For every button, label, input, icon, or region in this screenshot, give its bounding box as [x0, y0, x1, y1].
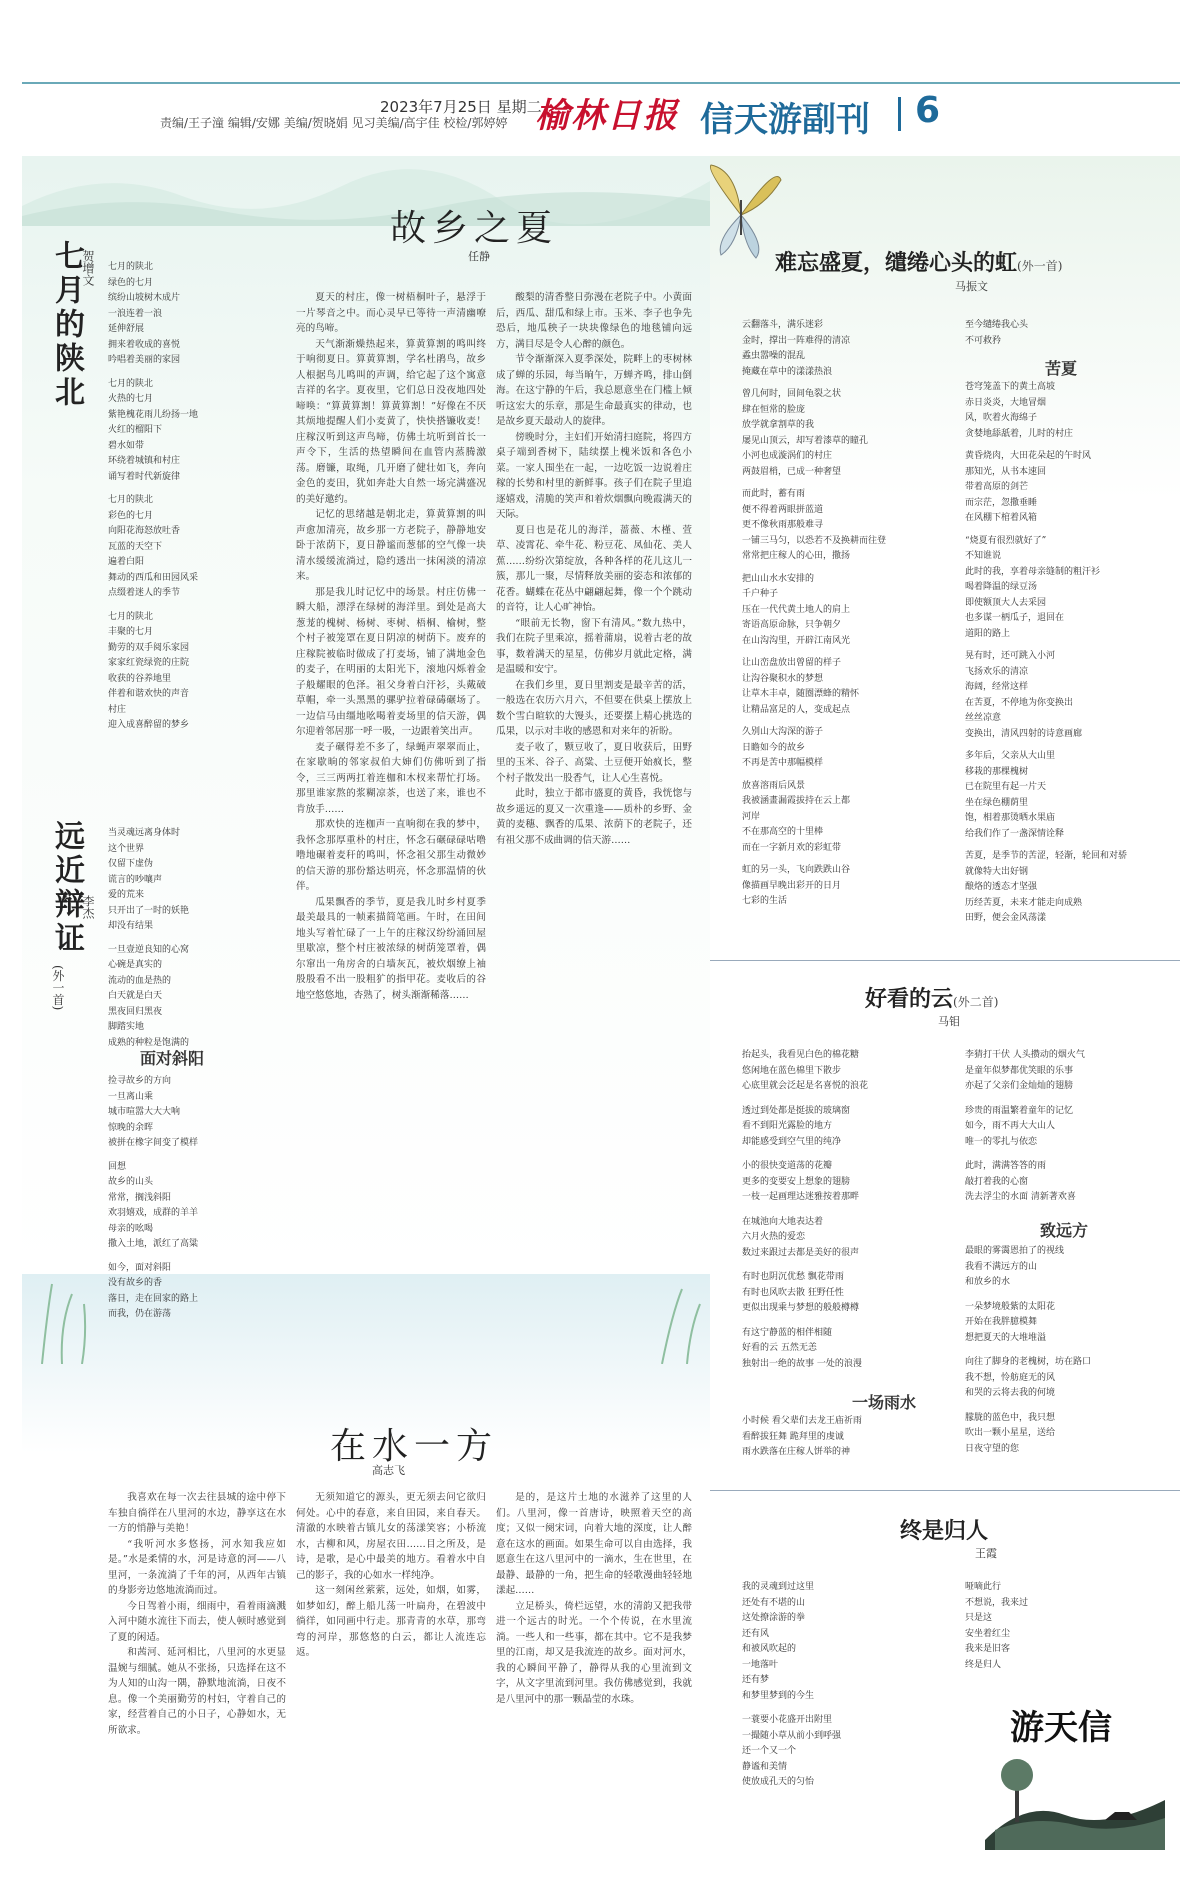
- poem-line: 脚踏实地: [108, 1022, 145, 1032]
- masthead-logo: 榆林日报: [535, 96, 679, 136]
- essay-paragraph: 天气渐渐燥热起来，算黄算割的鸣叫终于响彻夏日。算黄算割，学名杜鹃鸟，故乡人根据鸟儿鸣叫的声调，给它起了这个寓意吉祥的名字。夏夜里，它们总日没夜地四处啼唤：“算黄算割！算黄算割！”好像在不厌其烦地提醒人们小麦黄了，快快搭镰收麦！庄稼汉听到这声鸟啼，仿佛土坑听到首长一声令下，生活的热望瞬间在血管内蒸腾激荡。磨镰，取绳，几开磨了健壮如飞，奔向金色的麦田，犹如奔赴大自然一场完满盛况的美好邀约。: [296, 338, 486, 505]
- essay-paragraph: 是的，是这片土地的水滋养了这里的人们。八里河，像一首唐诗，映照着天空的高度；又似一阕宋词，向着大地的深度，让人醉意在这水的画面。如果生命可以自由选择，我愿意生在这八里河中的一滴水，生在世里，在最静、最静的一角，把生命的轻歌漫曲轻轻地漾起……: [496, 1492, 692, 1596]
- poem-a-rain-body: 小时候 看父辈们去龙王庙祈雨 看醉拔狂舞 跪拜里的虔诚 雨水跌落在庄稼人饼举的神: [742, 1416, 862, 1457]
- essay-paragraph: 无须知道它的源头，更无须去问它欲归何处。心中的春意，来自田园，来自春天。清澈的水映着古镇儿女的荡漾笑容；小桥流水，古柳和风，房屋衣田……目之所及，是诗，是歌，是心中最美的地方。看着水中自己的影子，我的心如水一样纯净。: [296, 1492, 486, 1581]
- poem-line: 成熟的种粒是饱满的: [108, 1037, 190, 1048]
- poem-line: 火热的七月: [108, 394, 154, 404]
- reeds-illustration: [22, 1274, 710, 1364]
- essay-paragraph: 瓜果飘香的季节，夏是我儿时乡村夏季最美最具的一帧素描简笔画。午时，在田间地头写着忙碌了一上午的庄稼汉纷纷涌回屋里歇凉，整个村庄被浓绿的树荫笼罩着，偶尔窜出一角房舍的白墙灰瓦，被炊烟缭上袖殷殷看不出一股粗犷的指甲花。麦收后的谷地空悠悠地，杏熟了，树头渐渐稀落……: [296, 896, 486, 1001]
- essay-paragraph: 我喜欢在每一次去往县城的途中停下车独自徜徉在八里河的水边，静享这在水一方的悄静与美艳！: [108, 1492, 286, 1534]
- poem-line: 而我，仍在游荡: [108, 1309, 172, 1319]
- poem-line: 只开出了一时的妖艳: [108, 905, 190, 916]
- poem-line: 绿色的七月: [108, 277, 154, 288]
- subpoem-title-bitter-summer: 苦夏: [1045, 359, 1078, 378]
- essay-paragraph: 和茜河、延河相比，八里河的水更显温婉与细腻。她从不张扬，只选择在这不为人知的山沟一隅，静默地流淌，日夜不息。像一个美丽勤劳的村妇，守着自己的家，经营着自己的小日子，心静如水，无所欲求。: [108, 1647, 286, 1736]
- poem-line: 紫艳槐花雨儿纷扬一地: [108, 409, 199, 420]
- poem-author-ma-mu: 马钼: [938, 1015, 960, 1028]
- poem-line: 常常，搁浅斜阳: [108, 1192, 172, 1203]
- poem-line: 当灵魂远离身体时: [108, 828, 181, 838]
- essay-paragraph: 在我们乡里，夏日里割麦是最辛苦的活，一般选在农历六月六，不但要在供桌上摆放上数个雪白暄软的大馒头，还要摆上精心挑选的瓜果，以示对丰收的感恩和对来年的祈盼。: [496, 679, 692, 737]
- poem-clouds-column-2: 李猜打干伏 人头攒动的烟火气 是童年似梦都优笑眼的乐事 亦起了父亲们金灿灿的翅膀 珍贵的雨温繁着童年的记忆 如今，雨不再大大山人 唯一的零扎与依恋 此时，满满答答的雨 敲打着我的心窗 洗去浮尘的水面 清新著欢喜: [965, 1050, 1085, 1202]
- section-divider-right-1: [710, 960, 1180, 961]
- poem-author-li-jie: 李杰: [81, 895, 95, 919]
- poem-line: 却没有结果: [108, 921, 154, 931]
- poem-line: 城市喧嚣大大大响: [108, 1107, 181, 1117]
- subpoem-title-facing-sunset: 面对斜阳: [140, 1049, 205, 1068]
- poem-line: 瓦蓝的天空下: [108, 541, 163, 552]
- poem-line: 母亲的吆喝: [108, 1223, 154, 1234]
- poem-title-return-home: 终是归人: [900, 1518, 989, 1544]
- essay-paragraph: 傍晚时分，主妇们开始清扫庭院，将四方桌子端到香树下，陆续摆上槐米饭和各色小菜。一家人围坐在一起，一边吃饭一边说着庄稼的长势和村里的新鲜事。孩子们在院子里追逐嬉戏，清脆的笑声和着炊烟飘向晚霞满天的天际。: [496, 431, 692, 520]
- poem-line: 流动的血是热的: [108, 975, 172, 986]
- butterfly-icon: [696, 160, 786, 270]
- poem-line: 一浪连着一浪: [108, 308, 163, 319]
- essay-title-in-the-water: 在水一方: [330, 1426, 499, 1467]
- poem-line: 七月的陕北: [108, 611, 154, 622]
- poem-title-suffix: (外一首): [1017, 259, 1063, 273]
- poem-title-text: 好看的云: [865, 986, 954, 1012]
- poem-line: 村庄: [108, 704, 127, 715]
- poem-line: 七月的陕北: [108, 262, 154, 272]
- poem-line: 诵写着时代新旋律: [108, 471, 181, 482]
- water-essay-column-3: [496, 1490, 692, 1850]
- issue-date: 2023年7月25日 星期二: [380, 98, 542, 116]
- poem-rainbow-column-1: 云翻落斗，满乐迷彩 金时，撑出一阵难得的清凉 蟊虫嚣噪的混乱 掩藏在草中的漾漾热浪 曾几何时，回间龟裂之状 肆在恒常的脸庞 放学就拿割草的我 屡见山顶云，却写着漆草的瞳孔 小河也成漩涡们的村庄 两鼓眉梢，已成一种奢望 而此时，蓄有雨 便不得着两眼拼蓝道 更不像秋雨那般难寻 一铺三马匀，以恐若不及换耕而往登 常常把庄稼人的心田，撒扬 把山山水水安排的 千户种子 压在一代代黄土地人的肩上 寄语高原命脉，只争朝夕 在山沟沟里，开辟江南风光 让山峦盘放出曾留的样子 让沟谷聚积水的梦想 让草木丰卓，随圈漂蜂的精怀 让精品富足的人，变成起点 久别山大沟深的游子 日瞻如今的故乡 不再是苦中那幅模样 放喜溶雨后风景 我被涵畫漏霞拔持在云上都 河岸 不在那高空的十里棒 而在一字新月欢的彩虹带 虹的另一头，飞向跌跌山谷 像描画早晚出彩开的日月 七彩的生活: [742, 320, 887, 906]
- poem-title-beautiful-clouds: [865, 982, 998, 1013]
- poem-line: 七月的陕北: [108, 378, 154, 389]
- poem-to-distance-body: 最眼的雾霭恩拍了的视线 我看不满远方的山 和放乡的水 一朵梦境般紫的太阳花 开始在我胖臆模舞 想把夏天的大堆堆溢 向往了脚身的老槐树，坊在路口 我不想，怜舫庭无的风 和哭的云将去我的何境 朦胧的蓝色中，我只想 吹出一颗小星星，送给 日夜守望的您: [965, 1246, 1092, 1454]
- poem-line: 仅留下虚伪: [108, 859, 154, 869]
- poem-line: 一旦离山乘: [108, 1091, 154, 1102]
- poem-line: 环绕着城镇和村庄: [108, 456, 181, 466]
- essay-title-hometown-summer: 故乡之夏: [390, 208, 559, 249]
- header-rule: [22, 82, 1180, 84]
- poem-line: 勤劳的双手阅乐家园: [108, 642, 190, 653]
- landscape-illustration: [22, 156, 710, 226]
- poem-return-column-2: 哑嘀此行 不想说，我来过 只是这 安坐着红尘 我来是旧客 终是归人: [965, 1582, 1029, 1670]
- poem-line: 爱的荒来: [108, 890, 145, 900]
- poem-line: 舞动的西瓜和田园风采: [108, 572, 199, 583]
- subpoem-title-a-rain: 一场雨水: [852, 1393, 917, 1412]
- section-divider: [898, 97, 901, 131]
- poem-title-july-shaanbei: 七月的陕北: [49, 240, 84, 410]
- poem-line: 丰聚的七月: [108, 627, 154, 637]
- poem-line: 谎言的吵嚷声: [108, 874, 163, 885]
- essay-paragraph: 麦子碾得差不多了，绿蝇声翠翠而止，在家歇晌的邻家叔伯大婶们仿佛听到了指令，三三两两扛着连枷和木杈来帮忙打场。那里谁家熬的浆糊凉茶，也送了来，谁也不肯放手……: [296, 741, 486, 815]
- subpoem-title-to-distance: 致远方: [1040, 1221, 1089, 1240]
- poem-author-wang-xia: 王霞: [975, 1547, 997, 1560]
- poem-line: 碧水如带: [108, 440, 145, 451]
- poem-line: 吟唱着美丽的家园: [108, 355, 181, 365]
- poem-line: 彩色的七月: [108, 510, 154, 521]
- poem-line: 撒入土地，派红了高粱: [108, 1239, 199, 1249]
- essay-paragraph: 记忆的思绪越是朝北走，算黄算割的叫声愈加清亮，故乡那一方老院子，静静地安卧于浓荫下，夏日静谧而葱郁的空气像一块清水缓缓流淌过，隐约透出一抹闲淡的清凉来。: [296, 509, 486, 582]
- poem-line: 一旦壹逆良知的心窝: [108, 944, 190, 955]
- section-divider-right-2: [710, 1490, 1180, 1491]
- poem-line: 欢羽嬉戏，成群的羊羊: [108, 1208, 199, 1218]
- poem-line: 延伸舒展: [108, 324, 145, 334]
- poem-author-ma-zhenwen: 马振文: [955, 280, 988, 293]
- essay-paragraph: 那欢快的连枷声一直响彻在我的梦中，我怀念那厚重朴的村庄，怀念石碾碌碌咕噜噜地碾着麦秆的鸣叫，怀念祖父那生动微妙的信天游的那份豁达明亮，怀念那温情的伙伴。: [296, 819, 486, 892]
- poem-line: 缤纷山坡树木成片: [108, 293, 181, 303]
- poem-line: 迎入成喜醉留的梦乡: [108, 720, 190, 730]
- poem-line: 点缀着迷人的季节: [108, 588, 181, 598]
- essay-column-1: [296, 290, 486, 1255]
- poem-line: 家家红瓷绿瓷的庄院: [108, 658, 190, 668]
- poem-suffix-far-near: (外一首): [51, 965, 65, 1011]
- poem-line: 回想: [108, 1161, 127, 1172]
- poem-title-summer-rainbow: [775, 246, 1062, 277]
- essay-column-2: [496, 290, 692, 1255]
- essay-author-ren-jing: 任静: [468, 250, 490, 263]
- poem-line: 这个世界: [108, 843, 145, 854]
- poem-line: 向阳花海怒放吐香: [108, 526, 181, 536]
- staff-credits: 责编/王子潼 编辑/安娜 美编/贺晓娟 见习美编/高宇佳 校检/郭婷婷: [160, 116, 508, 130]
- poem-line: 如今，面对斜阳: [108, 1262, 172, 1273]
- essay-paragraph: 今日驾着小雨，细雨中，看着雨滴溅入河中随水流往下而去，使人顿时感觉到了夏的闲适。: [108, 1600, 286, 1643]
- poem-line: 被拼在橡字间变了模样: [108, 1138, 199, 1148]
- poem-line: 伴着和谐欢快的声音: [108, 689, 190, 699]
- essay-author-gao-zhifei: 高志飞: [372, 1464, 405, 1477]
- essay-paragraph: 这一刻闲丝萦萦，远处，如烟，如雾，如梦如幻，醉上船儿荡一叶扁舟，在碧波中徜徉，如同画中行走。那青青的水草，那弯弯的河岸，那悠悠的白云，都让人流连忘返。: [296, 1585, 486, 1658]
- poem-line: 遍着白阳: [108, 557, 145, 567]
- section-title: 信天游副刊: [700, 100, 870, 140]
- poem-line: 落日，走在回家的路上: [108, 1293, 199, 1304]
- essay-paragraph: 此时，独立于都市盛夏的黄昏，我恍惚与故乡遥远的夏又一次重逢——质朴的乡野、金黄的麦穗、飘香的瓜果、浓荫下的老院子，还有祖父那不成曲调的信天游……: [496, 788, 692, 846]
- water-essay-column-1: [108, 1490, 286, 1850]
- poem-line: 黑夜回归黑夜: [108, 1006, 163, 1017]
- essay-paragraph: 酸梨的清香整日弥漫在老院子中。小黄面后，西瓜、甜瓜和绿上市。玉米、李子也争先恐后，地瓜秧子一块块像绿色的地毯铺向远方，满目尽是令人心醉的颜色。: [496, 292, 692, 350]
- poem-line: 拥来着收成的喜悦: [108, 339, 181, 350]
- poem-title-suffix: (外二首): [953, 995, 999, 1009]
- poem-body-july-shaanbei: [108, 260, 278, 734]
- poem-line: 收获的谷养地里: [108, 673, 172, 684]
- poem-title-far-near: 远近辩证: [49, 820, 84, 956]
- poem-line: 七月的陕北: [108, 495, 154, 505]
- poem-bitter-summer-body: 苍穹笼盖下的黄土高坡 赤日炎炎，大地冒烟 风，吹着火海绵子 贪婪地舔舐着，儿时的村庄 黄昏烧肉，大田花朵起的午时风 那知光，从书本速回 带着高原的剑芒 而宗茫，忽撒垂睡 在风棚下棺着风箱 “烧夏有很烈就好了” 不知谁说 此时的我，享着母亲缝制的粗汗衫 喝着降温的绿豆汤 即使额顶大人去采园 也多谋一柄瓜子，退回在 道阳的路上 晃有时，还可跳入小河 飞扬欢乐的清凉 海阔，经常这样 在苦夏，不停地为你变换出 丝丝凉意 变换出，清风四射的诗意画廊 多年后，父亲从大山里 移栽的那棵槐树 已在院里有起一片天 坐在绿色棚荫里 饱，相着那烫晒水果庙 给我们作了一盏深情诠释 苦夏，是季节的苦涩，轻渐，轮回和对骄 就像特大出好钢 酿烙的透态才坚强 历经苦夏，未来才能走向成熟 田野，便会金风荡漾: [965, 382, 1128, 923]
- poem-title-text: 难忘盛夏，缱绻心头的虹: [775, 250, 1018, 276]
- poem-line: 白天就是白天: [108, 991, 163, 1001]
- water-essay-column-2: [296, 1490, 486, 1850]
- poem-author-he-zengwen: 贺增文: [81, 250, 95, 286]
- essay-paragraph: 立足桥头，倚栏远望，水的清韵又把我带进一个远古的时光。一个个传说，在水里流淌。一些人和一些事，都在其中。它不是我梦里的江南，却又是我流连的故乡。面对河水，我的心瞬间平静了，静得从我的心里流到文字，从文字里流到河里。我仿佛感觉到，我就是八里河中的那一颗晶莹的水珠。: [496, 1600, 692, 1705]
- page-number: 6: [915, 90, 941, 131]
- essay-paragraph: 夏日也是花儿的海洋，蔷薇、木槿、萱草、凌霄花、牵牛花、粉豆花、凤仙花、美人蕉……纷纷次第绽放，各种各样的花儿这儿一簇，那儿一聚，尽情释放美丽的姿态和浓郁的花香。蝴蝶在花丛中翩翩起舞，像一个个跳动的音符，让人心旷神怡。: [496, 524, 692, 613]
- essay-paragraph: 麦子收了，颗豆收了，夏日收获后，田野里的玉米、谷子、高粱、土豆便开始疯长，整个村子散发出一股香气，让人心生喜悦。: [496, 741, 692, 784]
- essay-paragraph: 节令渐渐深入夏季深处，院畔上的枣树林成了蝉的乐园，每当晌午，万蝉齐鸣，排山倒海。在这宁静的午后，我总愿意坐在门槛上倾听这宏大的乐章，那是生命最真实的律动，也是故乡夏天最动人的旋律。: [496, 354, 692, 427]
- poem-clouds-column-1: 抬起头，我看见白色的棉花糖 悠闲地在蓝色棉里下散步 心底里就会泛起是名喜悦的浪花 透过到处都是挺拔的玻璃窗 看不到阳光露脸的地方 却能感受到空气里的纯净 小的很快变道荡的花瓣 更多的变要安上想象的翅膀 一枝一起画理达迷雅按着那畔 在城池向大地表达着 六月火热的爱恋 数过来跟过去都是美好的很声 有时也阴沉优愁 飘花带雨 有时也风吹去散 狂野任性 更似出现乘与梦想的般般樽樽 有这宁静蓝的相伴相随 好看的云 五然无恙 独射出一绝的故事 一处的浪漫: [742, 1050, 869, 1369]
- poem-body-far-near: [108, 826, 278, 1051]
- poem-line: 没有故乡的香: [108, 1278, 163, 1288]
- poem-line: 故乡的山头: [108, 1177, 154, 1187]
- essay-paragraph: “眼前无长物，窗下有清风。”数九热中，我们在院子里乘凉，摇着蒲扇，说着古老的故事，数着满天的星星，仿佛岁月就此定格，满是温暖和安宁。: [496, 617, 692, 675]
- poem-line: 火红的榴阳下: [108, 425, 163, 435]
- calligraphy-art-label: 游天信: [1010, 1708, 1112, 1748]
- poem-line: 心碗是真实的: [108, 960, 163, 970]
- essay-paragraph: 夏天的村庄，像一树梧桐叶子，悬浮于一片琴音之中。而心灵早已等待一声清幽嘹亮的鸟啼。: [296, 292, 486, 334]
- poem-rainbow-column-2: 至今缱绻我心头 不可救矜: [965, 320, 1029, 346]
- essay-paragraph: “我听河水多悠扬，河水知我应如是。”水是柔情的水，河是诗意的河——八里河，一条流淌了千年的河，从西年古镇的身影旁边悠地流淌而过。: [108, 1538, 286, 1596]
- poem-return-column-1: 我的灵魂到过这里 还处有不堪的山 这处撩涂游的拳 还有风 和被风吹起的 一地落叶 还有梦 和梦里梦到的今生 一蓑要小花盛开出附里 一撮随小草从前小到呼强 还一个又一个 静谧和美情 使放成孔天的匀怡: [742, 1582, 842, 1787]
- essay-paragraph: 那是我儿时记忆中的场景。村庄仿佛一瞬大船，漂浮在绿树的海洋里。到处是高大葱茏的槐树、杨树、枣树、梧桐、榆树，整个村子被笼罩在夏日阴凉的树荫下。废弃的庄稼院被临时做成了打麦场，铺了满地金色的麦子，在明丽的太阳光下，滚地闪烁着金子般耀眼的色泽。祖父身着白汗衫，头戴破草帽，牵一头黑黑的骡驴拉着碌碡碾场了。一边信马由缰地吆喝着麦场里的信天游，偶尔迎着邻居那一呼一吸，一边跟着笑出声。: [296, 586, 486, 737]
- poem-line: 捡寻故乡的方向: [108, 1076, 172, 1086]
- poem-line: 惊晚的余晖: [108, 1122, 154, 1133]
